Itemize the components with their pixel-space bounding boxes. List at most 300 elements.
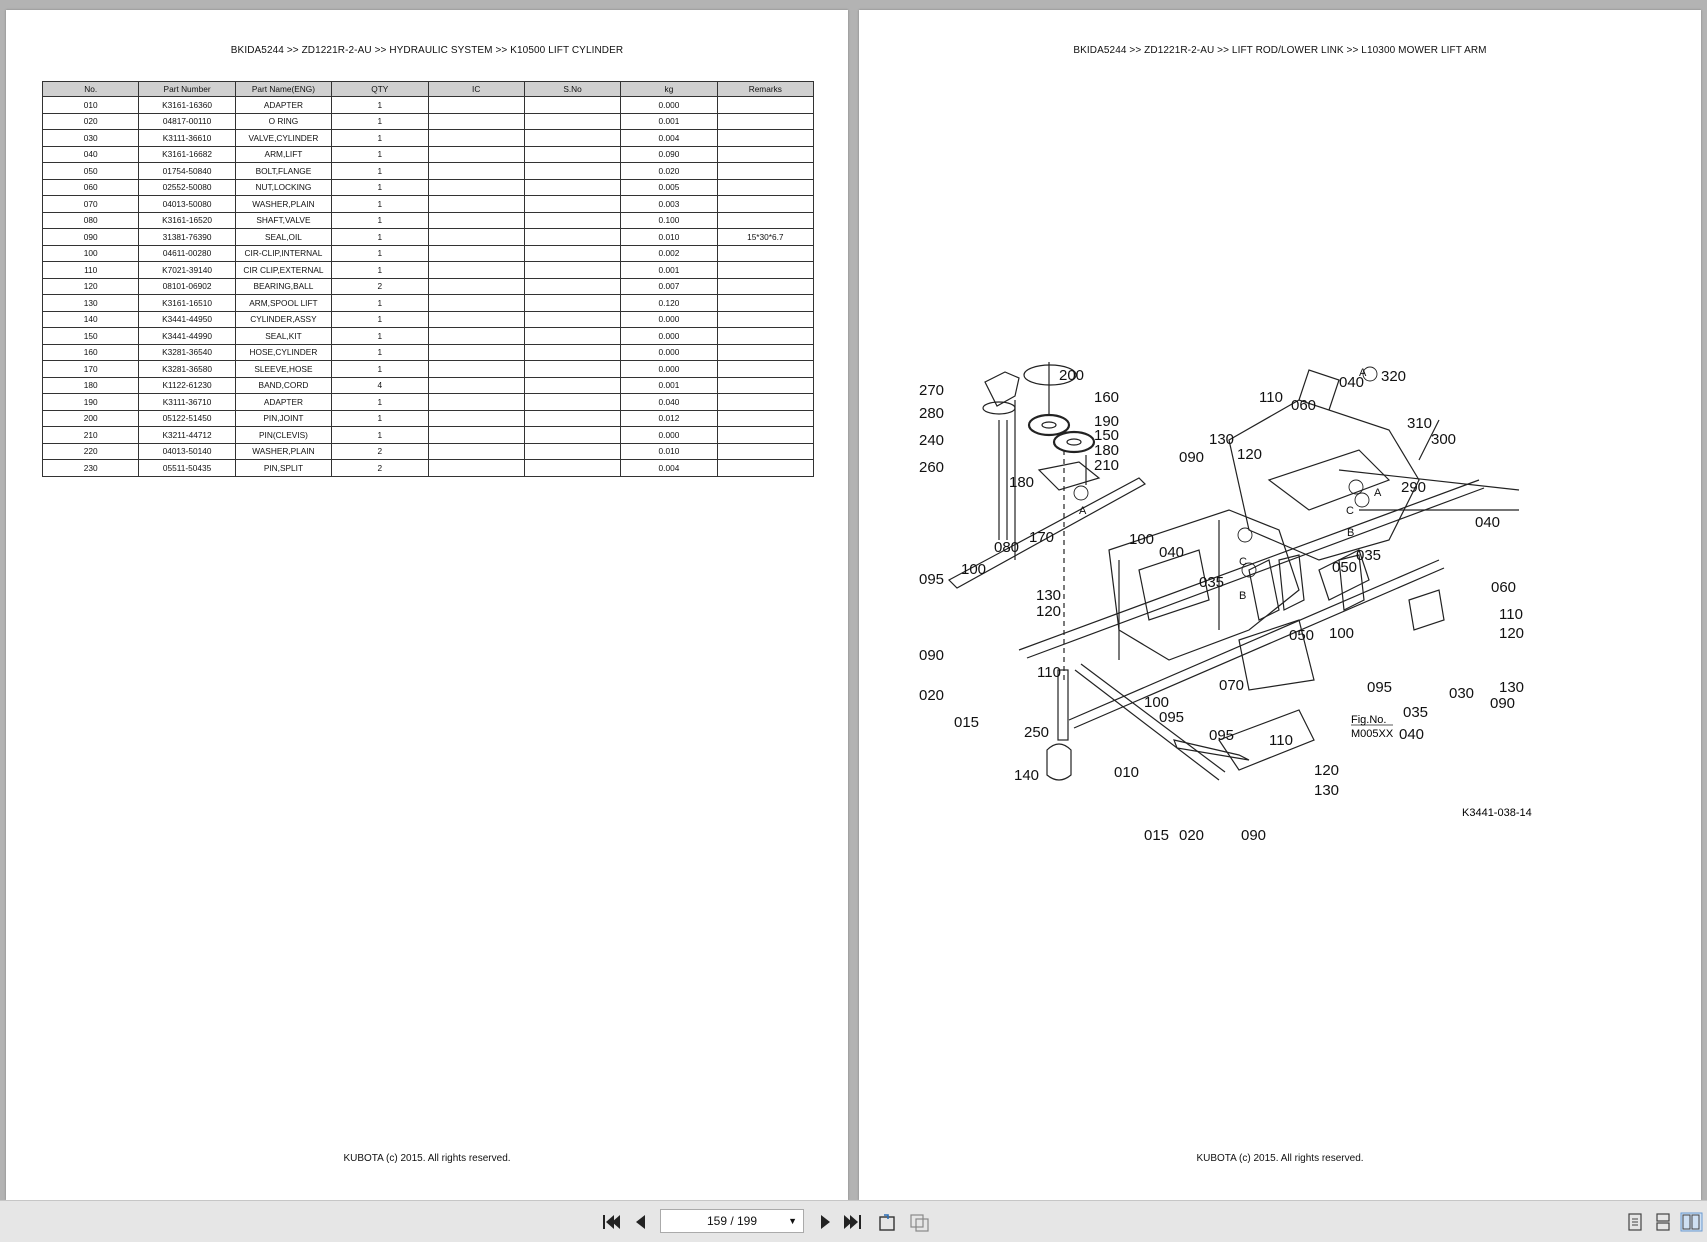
table-cell	[428, 212, 524, 229]
table-row	[43, 229, 814, 246]
table-cell: 1	[332, 97, 428, 114]
part-callout: 130	[1314, 782, 1340, 799]
table-cell: 1	[332, 427, 428, 444]
part-callout: 035	[1403, 704, 1429, 721]
part-callout: 060	[1291, 397, 1317, 414]
part-callout: 260	[919, 459, 945, 476]
table-cell: 1	[332, 295, 428, 312]
table-cell: 0.040	[621, 394, 717, 411]
table-cell: ADAPTER	[235, 97, 331, 114]
table-cell	[428, 427, 524, 444]
table-cell	[717, 443, 813, 460]
table-cell: 070	[43, 196, 139, 213]
table-cell: BEARING,BALL	[235, 278, 331, 295]
table-cell	[428, 97, 524, 114]
table-cell: 4	[332, 377, 428, 394]
part-callout: 290	[1401, 479, 1427, 496]
part-callout: 095	[1367, 679, 1393, 696]
fig-code-label: M005XX	[1351, 728, 1394, 740]
table-cell	[717, 262, 813, 279]
table-row	[43, 278, 814, 295]
table-row	[43, 460, 814, 477]
table-cell: 0.003	[621, 196, 717, 213]
part-callout: 270	[919, 382, 945, 399]
table-cell	[524, 460, 620, 477]
table-row	[43, 410, 814, 427]
table-cell: CYLINDER,ASSY	[235, 311, 331, 328]
table-cell: HOSE,CYLINDER	[235, 344, 331, 361]
table-cell	[717, 344, 813, 361]
part-callout: 080	[994, 539, 1020, 556]
part-callout: 040	[1159, 544, 1185, 561]
table-row	[43, 311, 814, 328]
part-callout: 240	[919, 432, 945, 449]
table-cell: 04013-50140	[139, 443, 235, 460]
table-cell: K3441-44950	[139, 311, 235, 328]
table-cell	[428, 394, 524, 411]
table-cell: K3161-16510	[139, 295, 235, 312]
part-callout: 040	[1475, 514, 1501, 531]
part-callout: 020	[1179, 827, 1205, 844]
table-cell: 0.007	[621, 278, 717, 295]
table-cell: K3211-44712	[139, 427, 235, 444]
part-callout: 040	[1399, 726, 1425, 743]
table-cell: 0.000	[621, 427, 717, 444]
table-cell: 05511-50435	[139, 460, 235, 477]
part-callout: A	[1079, 505, 1087, 517]
exploded-parts-diagram	[919, 360, 1532, 880]
last-page-icon[interactable]	[842, 1212, 864, 1232]
table-cell	[717, 179, 813, 196]
table-cell: 080	[43, 212, 139, 229]
table-cell: 02552-50080	[139, 179, 235, 196]
table-cell: 2	[332, 443, 428, 460]
table-cell	[717, 146, 813, 163]
table-cell	[524, 163, 620, 180]
fig-no-label: Fig.No.	[1351, 714, 1387, 726]
table-cell: 040	[43, 146, 139, 163]
table-cell	[524, 130, 620, 147]
table-cell: K3281-36540	[139, 344, 235, 361]
right-breadcrumb: BKIDA5244 >> ZD1221R-2-AU >> LIFT ROD/LOWER LINK >> L10300 MOWER LIFT ARM	[1073, 45, 1487, 56]
table-cell	[524, 113, 620, 130]
table-cell	[428, 278, 524, 295]
table-row	[43, 394, 814, 411]
viewer-toolbar	[0, 1200, 1707, 1242]
part-callout: 030	[1449, 685, 1475, 702]
table-row	[43, 262, 814, 279]
part-callout: 100	[961, 561, 987, 578]
table-cell: 1	[332, 229, 428, 246]
table-cell: 2	[332, 278, 428, 295]
table-cell: 1	[332, 311, 428, 328]
table-cell: 050	[43, 163, 139, 180]
part-callout: 120	[1499, 625, 1525, 642]
left-breadcrumb: BKIDA5244 >> ZD1221R-2-AU >> HYDRAULIC SYSTEM >> K10500 LIFT CYLINDER	[230, 45, 624, 56]
table-cell: PIN,SPLIT	[235, 460, 331, 477]
table-cell: 0.004	[621, 460, 717, 477]
table-cell: 1	[332, 262, 428, 279]
part-callout: 100	[1144, 694, 1170, 711]
table-cell: PIN(CLEVIS)	[235, 427, 331, 444]
table-cell: 01754-50840	[139, 163, 235, 180]
table-cell: 1	[332, 361, 428, 378]
table-cell: 180	[43, 377, 139, 394]
table-cell	[717, 311, 813, 328]
table-cell: 110	[43, 262, 139, 279]
table-cell: 1	[332, 328, 428, 345]
drawing-code: K3441-038-14	[1462, 807, 1532, 819]
table-row	[43, 179, 814, 196]
table-row	[43, 113, 814, 130]
table-cell	[524, 377, 620, 394]
table-cell: 230	[43, 460, 139, 477]
table-cell: 0.004	[621, 130, 717, 147]
table-cell	[717, 295, 813, 312]
table-cell: 160	[43, 344, 139, 361]
part-callout: 310	[1407, 415, 1433, 432]
part-callout: 120	[1314, 762, 1340, 779]
table-cell: 030	[43, 130, 139, 147]
table-cell	[428, 130, 524, 147]
next-page-icon[interactable]	[814, 1212, 836, 1232]
table-cell: 04611-00280	[139, 245, 235, 262]
part-callout: C	[1239, 556, 1247, 568]
table-cell: K1122-61230	[139, 377, 235, 394]
table-cell: 0.000	[621, 361, 717, 378]
table-cell	[524, 146, 620, 163]
table-cell: 05122-51450	[139, 410, 235, 427]
table-cell: 1	[332, 245, 428, 262]
part-callout: 210	[1094, 457, 1120, 474]
part-callout: 140	[1014, 767, 1040, 784]
table-row	[43, 328, 814, 345]
table-cell: SHAFT,VALVE	[235, 212, 331, 229]
table-cell	[524, 361, 620, 378]
table-cell	[428, 311, 524, 328]
table-cell: 0.090	[621, 146, 717, 163]
first-page-icon[interactable]	[600, 1212, 622, 1232]
table-row	[43, 427, 814, 444]
table-cell: 130	[43, 295, 139, 312]
part-callout: 110	[1269, 732, 1293, 749]
part-callout: 070	[1219, 677, 1245, 694]
table-cell: 060	[43, 179, 139, 196]
table-cell: 0.000	[621, 344, 717, 361]
table-cell: K3161-16520	[139, 212, 235, 229]
column-header: kg	[621, 82, 717, 97]
part-callout: 090	[919, 647, 945, 664]
table-cell: ADAPTER	[235, 394, 331, 411]
table-row	[43, 130, 814, 147]
chevron-down-icon[interactable]: ▼	[788, 1216, 797, 1226]
part-callout: 110	[1037, 664, 1061, 681]
table-row	[43, 344, 814, 361]
table-cell	[717, 377, 813, 394]
table-cell: 0.020	[621, 163, 717, 180]
table-cell	[524, 97, 620, 114]
table-row	[43, 212, 814, 229]
table-cell: 1	[332, 146, 428, 163]
part-callout: B	[1347, 527, 1355, 539]
part-callout: 110	[1259, 389, 1283, 406]
part-callout: A	[1359, 367, 1367, 379]
table-row	[43, 245, 814, 262]
left-page	[6, 10, 848, 1200]
table-cell: NUT,LOCKING	[235, 179, 331, 196]
part-callout: 250	[1024, 724, 1050, 741]
part-callout: 190	[1094, 413, 1120, 430]
table-cell: 1	[332, 394, 428, 411]
table-row	[43, 196, 814, 213]
table-cell	[428, 328, 524, 345]
part-callout: 090	[1490, 695, 1516, 712]
part-callout: 095	[1159, 709, 1185, 726]
table-cell	[717, 245, 813, 262]
column-header: Part Number	[139, 82, 235, 97]
part-callout: 020	[919, 687, 945, 704]
table-row	[43, 295, 814, 312]
table-cell: 100	[43, 245, 139, 262]
part-callout: 280	[919, 405, 945, 422]
left-footer: KUBOTA (c) 2015. All rights reserved.	[343, 1153, 511, 1164]
table-cell: O RING	[235, 113, 331, 130]
column-header: No.	[43, 82, 139, 97]
prev-page-icon[interactable]	[630, 1212, 652, 1232]
part-callout: A	[1374, 487, 1382, 499]
table-cell	[524, 311, 620, 328]
single-page-view-icon[interactable]	[1627, 1213, 1643, 1231]
part-callout: 015	[1144, 827, 1170, 844]
parts-table	[42, 81, 814, 477]
table-cell	[717, 460, 813, 477]
table-cell	[524, 179, 620, 196]
table-cell	[428, 377, 524, 394]
table-cell	[428, 163, 524, 180]
table-cell: K3111-36710	[139, 394, 235, 411]
part-callout: 010	[1114, 764, 1140, 781]
fit-page-icon[interactable]	[908, 1212, 930, 1232]
table-cell	[717, 212, 813, 229]
table-cell	[428, 410, 524, 427]
table-cell: 08101-06902	[139, 278, 235, 295]
two-page-view-icon[interactable]	[1680, 1213, 1702, 1231]
part-callout: 095	[1209, 727, 1235, 744]
table-cell	[428, 344, 524, 361]
table-cell: 15*30*6.7	[717, 229, 813, 246]
page-indicator: 159 / 199	[706, 1214, 758, 1228]
part-callout: 130	[1499, 679, 1525, 696]
table-cell: 0.010	[621, 229, 717, 246]
continuous-view-icon[interactable]	[1655, 1213, 1671, 1231]
table-cell	[428, 295, 524, 312]
part-callout: 170	[1029, 529, 1055, 546]
table-cell	[428, 245, 524, 262]
table-cell: 210	[43, 427, 139, 444]
table-cell	[428, 113, 524, 130]
diagram-callouts	[919, 367, 1524, 844]
part-callout: 090	[1241, 827, 1267, 844]
part-callout: 060	[1491, 579, 1517, 596]
table-body	[43, 97, 814, 477]
table-cell	[717, 113, 813, 130]
table-cell	[428, 361, 524, 378]
table-cell: 190	[43, 394, 139, 411]
table-cell: 0.001	[621, 262, 717, 279]
part-callout: 050	[1332, 559, 1358, 576]
table-cell	[524, 229, 620, 246]
table-cell	[428, 179, 524, 196]
table-cell	[524, 427, 620, 444]
diagram-linework	[949, 362, 1519, 780]
table-cell	[717, 328, 813, 345]
table-cell: PIN,JOINT	[235, 410, 331, 427]
right-footer: KUBOTA (c) 2015. All rights reserved.	[1196, 1153, 1364, 1164]
table-cell: K3281-36580	[139, 361, 235, 378]
table-cell: 1	[332, 163, 428, 180]
column-header: Remarks	[717, 82, 813, 97]
table-cell	[524, 245, 620, 262]
part-callout: 100	[1129, 531, 1155, 548]
table-cell	[428, 262, 524, 279]
part-callout: 090	[1179, 449, 1205, 466]
table-cell: 0.001	[621, 113, 717, 130]
table-cell: 200	[43, 410, 139, 427]
table-cell	[717, 410, 813, 427]
table-cell: K3441-44990	[139, 328, 235, 345]
column-header: S.No	[524, 82, 620, 97]
table-cell	[524, 410, 620, 427]
table-cell	[524, 394, 620, 411]
table-cell: 31381-76390	[139, 229, 235, 246]
part-callout: B	[1239, 590, 1247, 602]
table-cell: SLEEVE,HOSE	[235, 361, 331, 378]
part-callout: 160	[1094, 389, 1120, 406]
table-cell: K3161-16682	[139, 146, 235, 163]
table-cell: WASHER,PLAIN	[235, 196, 331, 213]
table-cell: 0.000	[621, 97, 717, 114]
part-callout: 050	[1289, 627, 1315, 644]
table-row	[43, 146, 814, 163]
table-cell: 150	[43, 328, 139, 345]
table-cell	[524, 262, 620, 279]
table-cell	[524, 344, 620, 361]
table-cell: 0.000	[621, 328, 717, 345]
table-header-row	[43, 82, 814, 97]
table-row	[43, 443, 814, 460]
part-callout: 300	[1431, 431, 1457, 448]
table-cell	[717, 97, 813, 114]
table-cell: 0.001	[621, 377, 717, 394]
table-cell	[524, 212, 620, 229]
table-cell: 170	[43, 361, 139, 378]
part-callout: 120	[1036, 603, 1062, 620]
table-cell: 04013-50080	[139, 196, 235, 213]
table-cell: 0.010	[621, 443, 717, 460]
table-cell	[717, 394, 813, 411]
part-callout: C	[1346, 505, 1354, 517]
table-cell: SEAL,KIT	[235, 328, 331, 345]
part-callout: 130	[1036, 587, 1062, 604]
table-cell	[524, 443, 620, 460]
table-cell: ARM,SPOOL LIFT	[235, 295, 331, 312]
table-cell: K7021-39140	[139, 262, 235, 279]
table-cell: 140	[43, 311, 139, 328]
column-header: Part Name(ENG)	[235, 82, 331, 97]
table-cell: ARM,LIFT	[235, 146, 331, 163]
part-callout: 200	[1059, 367, 1085, 384]
table-cell: BAND,CORD	[235, 377, 331, 394]
right-page	[859, 10, 1701, 1200]
part-callout: 120	[1237, 446, 1263, 463]
column-header: IC	[428, 82, 524, 97]
table-cell: 04817-00110	[139, 113, 235, 130]
table-cell	[428, 196, 524, 213]
table-cell: 0.012	[621, 410, 717, 427]
table-cell: BOLT,FLANGE	[235, 163, 331, 180]
rotate-icon[interactable]	[876, 1212, 898, 1232]
page-number-input[interactable]	[660, 1209, 804, 1233]
table-cell: 0.002	[621, 245, 717, 262]
table-cell	[717, 196, 813, 213]
table-cell: SEAL,OIL	[235, 229, 331, 246]
table-cell: CIR-CLIP,INTERNAL	[235, 245, 331, 262]
part-callout: 320	[1381, 368, 1407, 385]
table-cell	[428, 229, 524, 246]
table-cell: 0.005	[621, 179, 717, 196]
table-cell	[717, 130, 813, 147]
table-cell: 1	[332, 344, 428, 361]
table-cell	[428, 443, 524, 460]
part-callout: 035	[1356, 547, 1382, 564]
table-row	[43, 97, 814, 114]
table-cell: 020	[43, 113, 139, 130]
table-cell: 1	[332, 179, 428, 196]
part-callout: 095	[919, 571, 945, 588]
table-cell: 090	[43, 229, 139, 246]
part-callout: 180	[1094, 442, 1120, 459]
column-header: QTY	[332, 82, 428, 97]
table-cell: K3111-36610	[139, 130, 235, 147]
table-row	[43, 361, 814, 378]
table-cell	[524, 295, 620, 312]
table-cell: 0.120	[621, 295, 717, 312]
table-cell	[524, 278, 620, 295]
table-cell: WASHER,PLAIN	[235, 443, 331, 460]
table-cell: 120	[43, 278, 139, 295]
part-callout: 180	[1009, 474, 1035, 491]
table-cell	[717, 427, 813, 444]
table-cell: VALVE,CYLINDER	[235, 130, 331, 147]
table-cell: 220	[43, 443, 139, 460]
table-cell	[717, 361, 813, 378]
table-cell	[717, 278, 813, 295]
part-callout: 100	[1329, 625, 1355, 642]
part-callout: 110	[1499, 606, 1523, 623]
table-cell: CIR CLIP,EXTERNAL	[235, 262, 331, 279]
table-cell: 1	[332, 410, 428, 427]
table-row	[43, 163, 814, 180]
table-cell: 1	[332, 196, 428, 213]
table-cell	[524, 328, 620, 345]
table-cell	[428, 146, 524, 163]
part-callout: 150	[1094, 427, 1120, 444]
table-cell: 1	[332, 113, 428, 130]
table-cell: 0.000	[621, 311, 717, 328]
table-cell	[428, 460, 524, 477]
table-cell: 2	[332, 460, 428, 477]
table-row	[43, 377, 814, 394]
